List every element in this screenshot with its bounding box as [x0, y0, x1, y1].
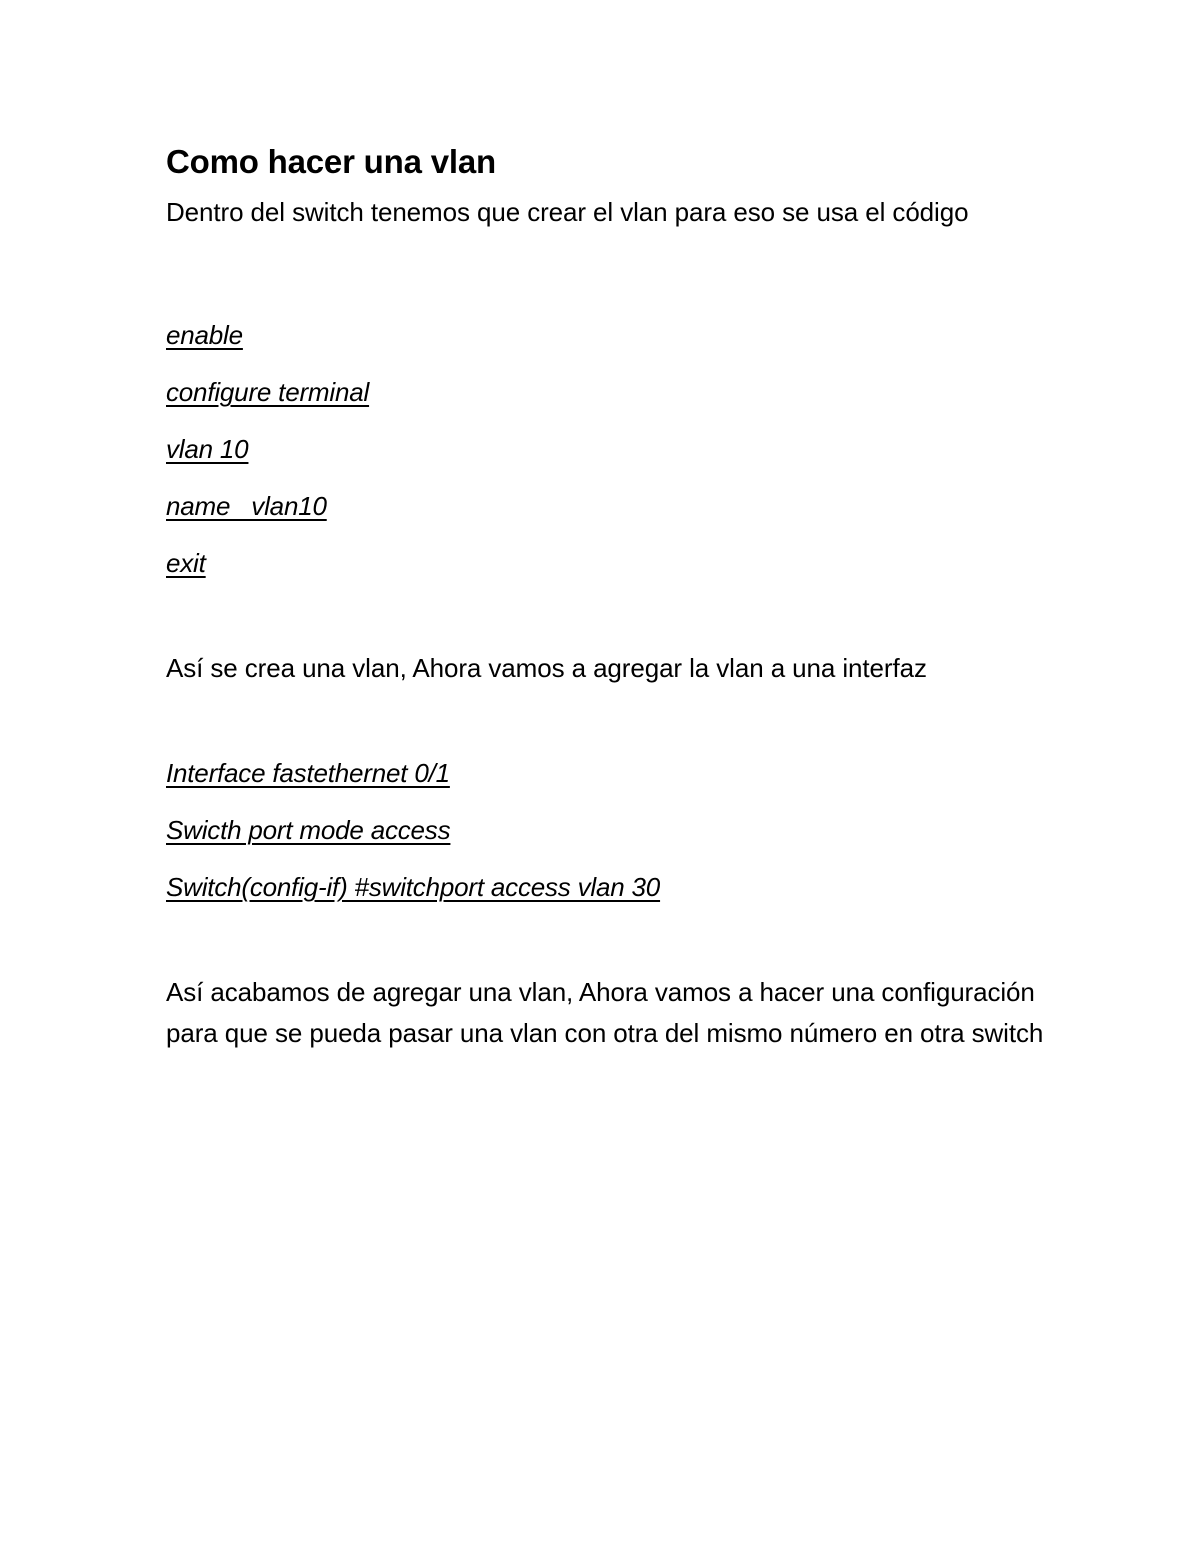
spacer [166, 916, 1046, 972]
vlan-command-list [166, 307, 1046, 592]
closing-paragraph: Así acabamos de agregar una vlan, Ahora vamos a hacer una configuración para que se pueda pasar una vlan con otra del mismo número en otra switch [166, 977, 1044, 1048]
spacer [166, 689, 1046, 745]
command-line: Interface fastethernet 0/1 [166, 758, 450, 788]
spacer [166, 233, 1046, 307]
spacer [166, 592, 1046, 648]
command-line: vlan 10 [166, 434, 249, 464]
interface-command-list [166, 745, 1046, 916]
command-line: Swicth port mode access [166, 815, 451, 845]
middle-paragraph: Así se crea una vlan, Ahora vamos a agregar la vlan a una interfaz [166, 653, 927, 683]
command-line: name vlan10 [166, 491, 327, 521]
document-body [166, 140, 1046, 1054]
command-line: enable [166, 320, 243, 350]
intro-paragraph: Dentro del switch tenemos que crear el vlan para eso se usa el código [166, 197, 969, 227]
document-title: Como hacer una vlan [166, 143, 496, 180]
command-line: Switch(config-if) #switchport access vlan 30 [166, 872, 661, 902]
command-line: exit [166, 548, 206, 578]
command-line: configure terminal [166, 377, 370, 407]
